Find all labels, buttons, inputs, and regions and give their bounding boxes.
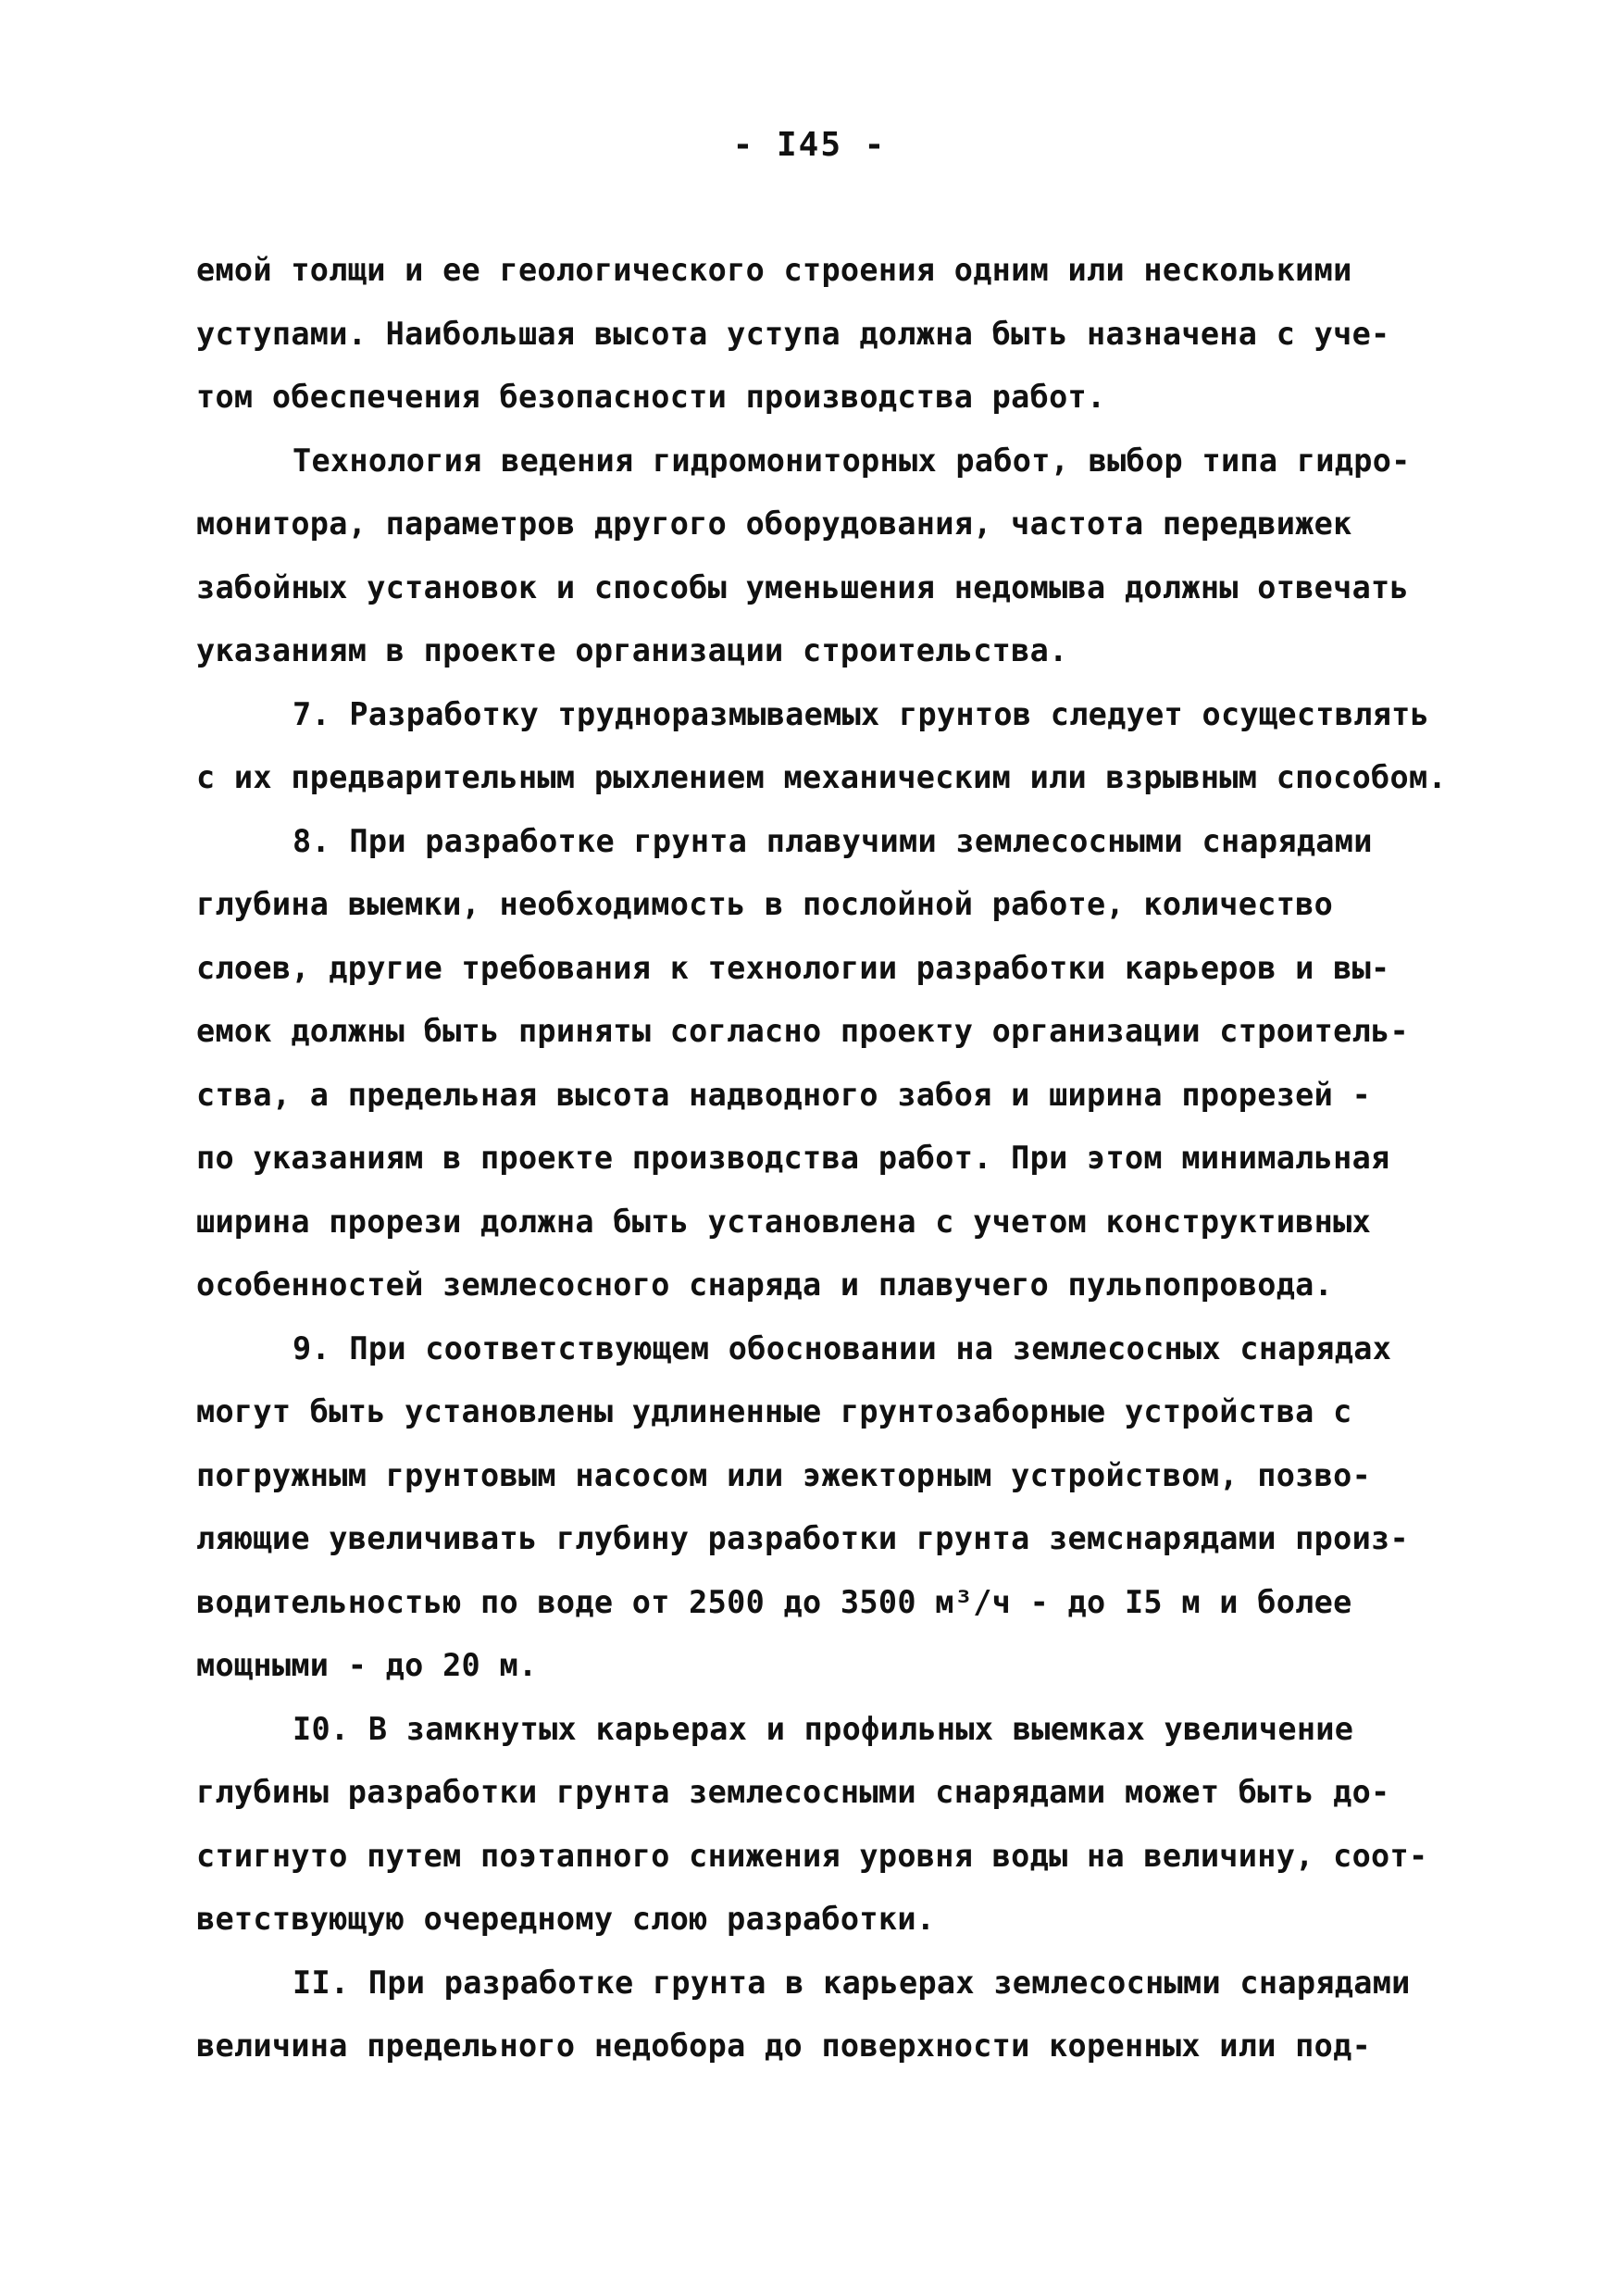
text-line: ства, а предельная высота надводного забоя и ширина прорезей -: [196, 1076, 1372, 1113]
paragraph-first-line: 7. Разработку трудноразмываемых грунтов следует осуществлять: [293, 695, 1430, 732]
text-line: стигнуто путем поэтапного снижения уровня воды на величину, соот-: [196, 1837, 1428, 1874]
body-text: [196, 239, 1447, 2078]
page-number: - I45 -: [732, 126, 887, 164]
text-line: особенностей землесосного снаряда и плавучего пульпопровода.: [196, 1267, 1334, 1303]
paragraph-first-line: Технология ведения гидромониторных работ, выбор типа гидро-: [293, 442, 1411, 479]
text-line: ветствующую очередному слою разработки.: [196, 1901, 936, 1937]
text-line: монитора, параметров другого оборудования, частота передвижек: [196, 505, 1352, 542]
text-line: погружным грунтовым насосом или эжекторным устройством, позво-: [196, 1456, 1372, 1493]
text-line: могут быть установлены удлиненные грунтозаборные устройства с: [196, 1393, 1352, 1429]
text-line: том обеспечения безопасности производства работ.: [196, 379, 1106, 415]
text-line: величина предельного недобора до поверхности коренных или под-: [196, 2028, 1372, 2064]
text-line: глубины разработки грунта землесосными снарядами может быть до-: [196, 1774, 1390, 1810]
text-line: ляющие увеличивать глубину разработки грунта земснарядами произ-: [196, 1520, 1409, 1556]
text-line: с их предварительным рыхлением механическим или взрывным способом.: [196, 759, 1447, 795]
text-line: емок должны быть приняты согласно проекту организации строитель-: [196, 1013, 1409, 1049]
text-line: емой толщи и ее геологического строения одним или несколькими: [196, 252, 1352, 288]
text-line: указаниям в проекте организации строительства.: [196, 632, 1068, 668]
text-line: ширина прорези должна быть установлена с учетом конструктивных: [196, 1203, 1372, 1240]
text-line: по указаниям в проекте производства работ. При этом минимальная: [196, 1140, 1390, 1176]
paragraph-first-line: 8. При разработке грунта плавучими землесосными снарядами: [293, 822, 1373, 859]
text-line: мощными - до 20 м.: [196, 1647, 538, 1683]
text-line: забойных установок и способы уменьшения недомыва должны отвечать: [196, 568, 1409, 605]
text-line: уступами. Наибольшая высота уступа должна быть назначена с уче-: [196, 315, 1390, 352]
text-line: слоев, другие требования к технологии разработки карьеров и вы-: [196, 949, 1390, 986]
text-line: глубина выемки, необходимость в послойной работе, количество: [196, 886, 1334, 922]
text-line: водительностью по воде от 2500 до 3500 м³/ч - до I5 м и более: [196, 1583, 1352, 1620]
paragraph-first-line: I0. В замкнутых карьерах и профильных выемках увеличение: [293, 1710, 1354, 1747]
paragraph-first-line: 9. При соответствующем обосновании на землесосных снарядах: [293, 1329, 1392, 1366]
paragraph-first-line: II. При разработке грунта в карьерах землесосными снарядами: [293, 1964, 1411, 2001]
